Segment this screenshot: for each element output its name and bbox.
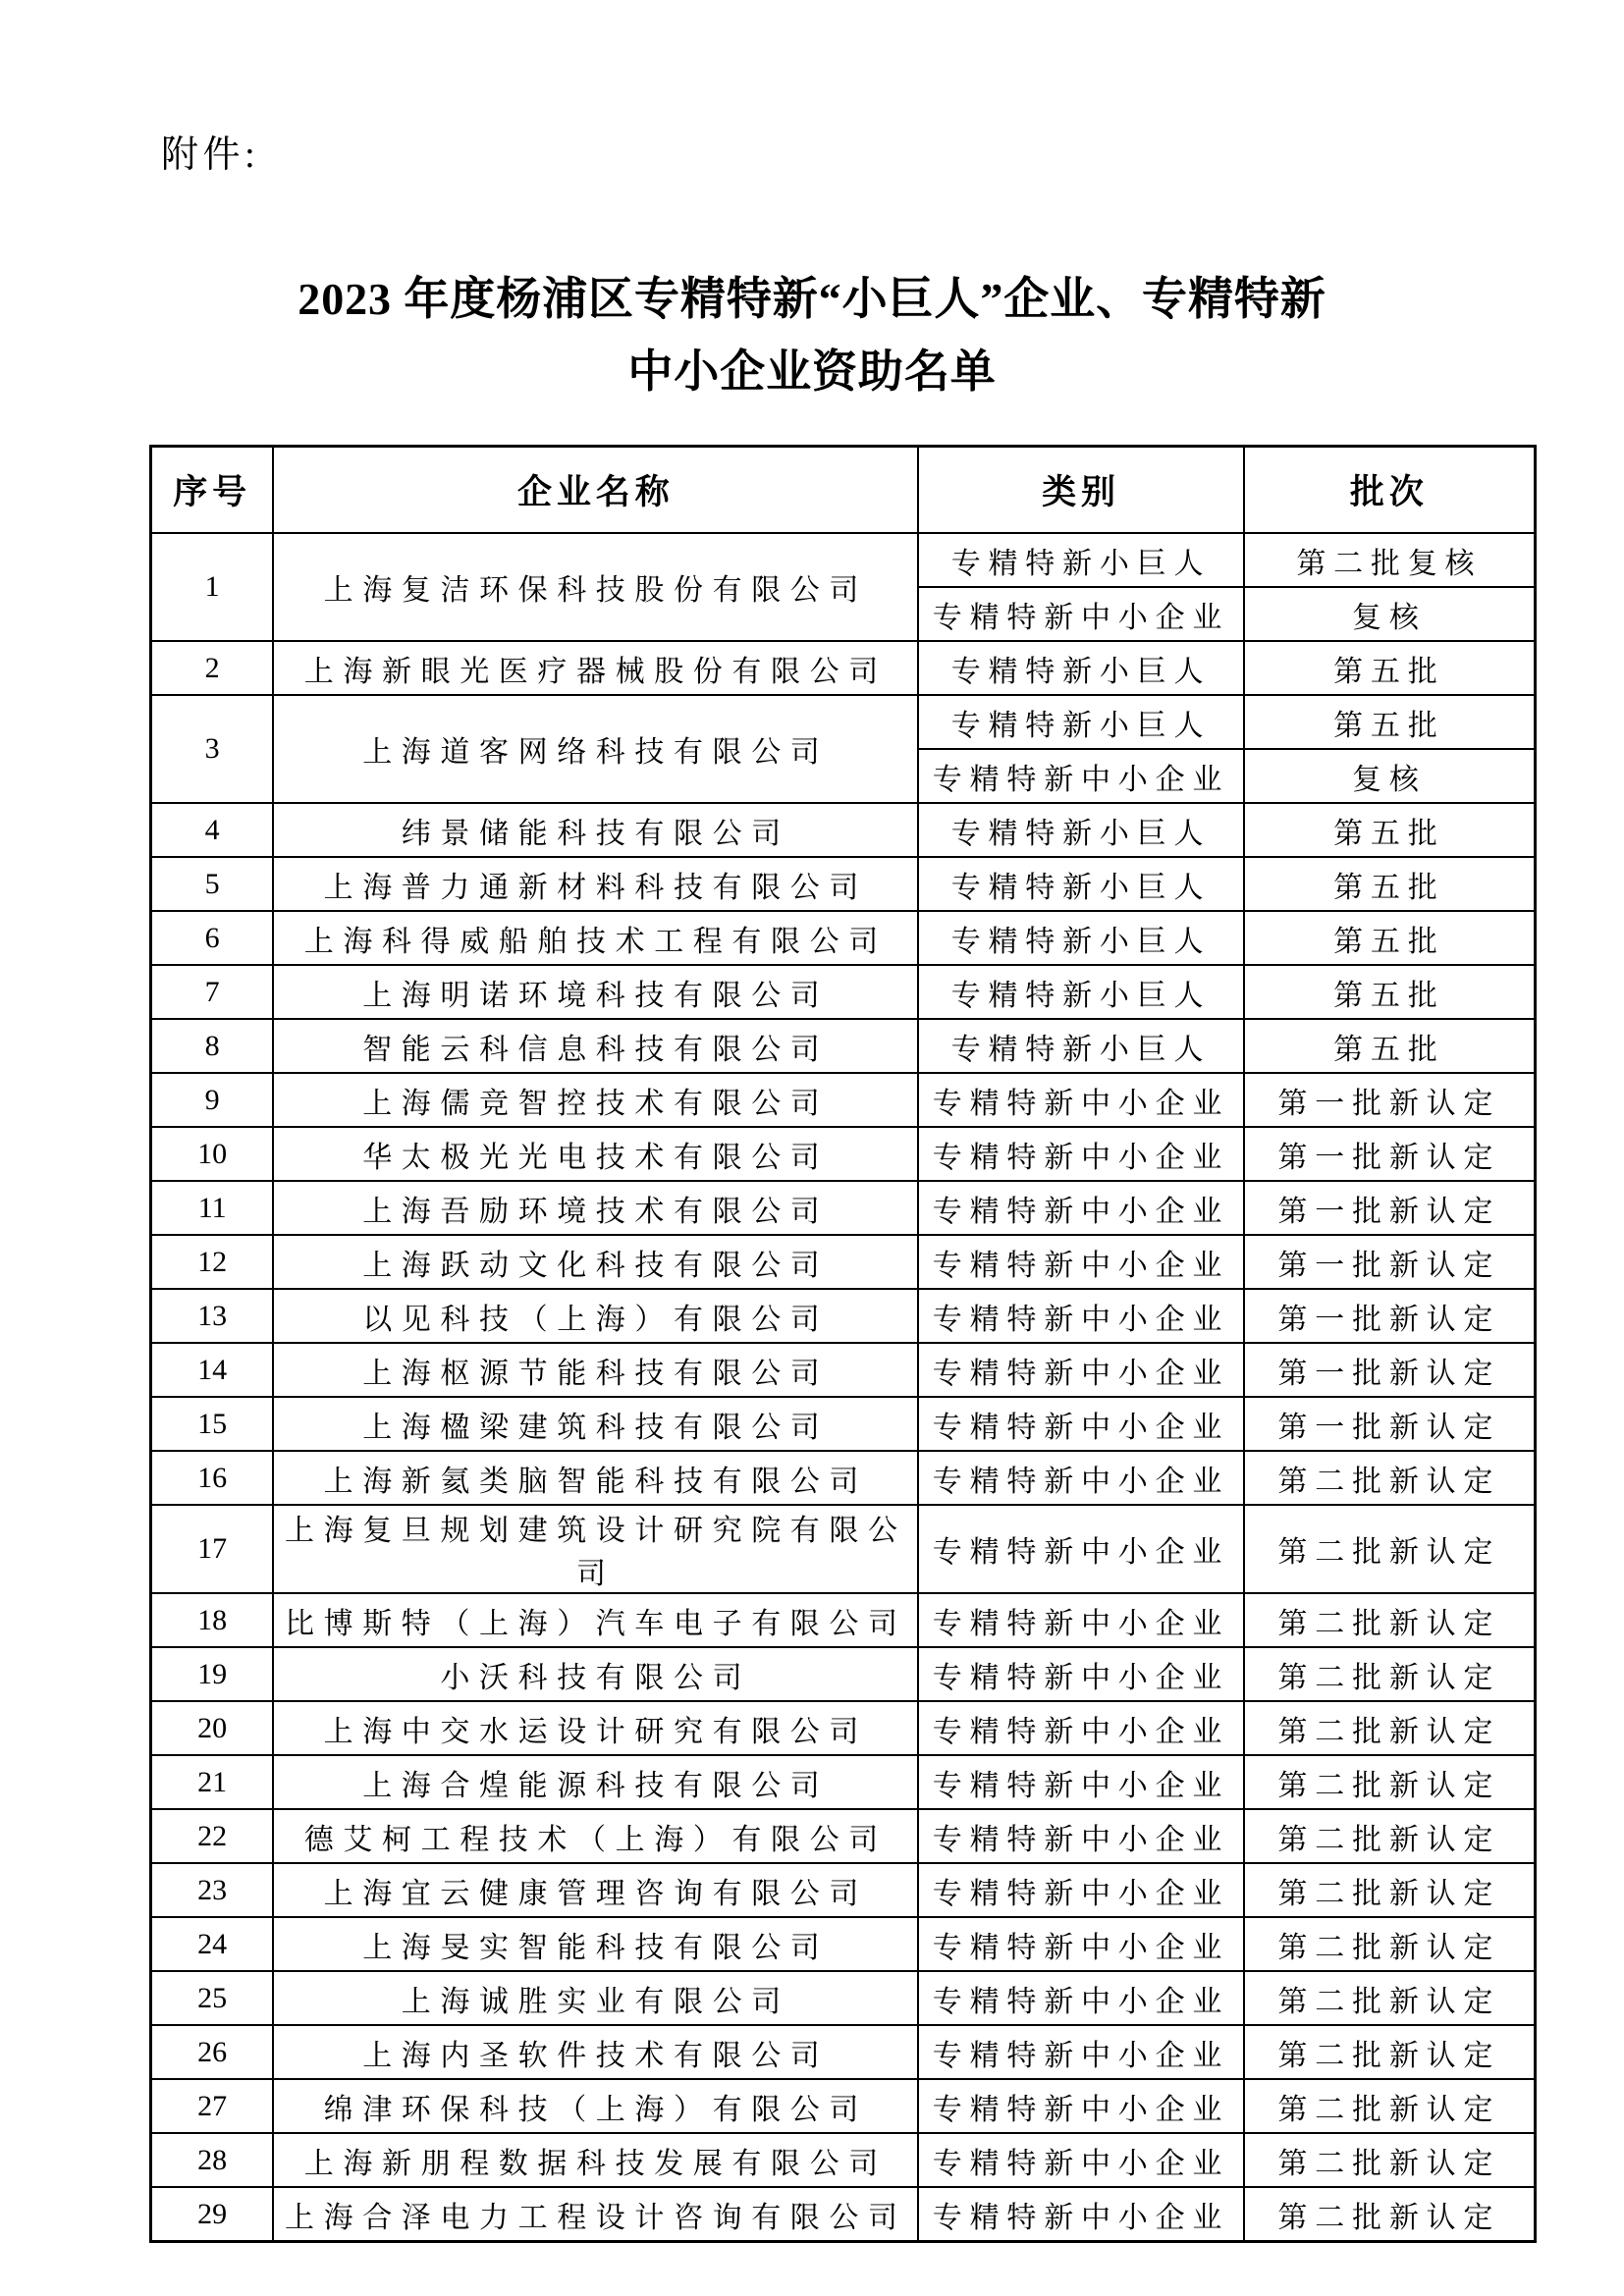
category-cell: 专精特新小巨人	[918, 641, 1243, 695]
serial-number-cell: 5	[151, 857, 274, 911]
company-name-cell: 上海宜云健康管理咨询有限公司	[273, 1863, 918, 1917]
table-row	[151, 2187, 1536, 2242]
table-row	[151, 1917, 1536, 1971]
table-row	[151, 1451, 1536, 1505]
page-title	[0, 263, 1624, 408]
header-category: 类别	[918, 447, 1243, 534]
serial-number-cell: 26	[151, 2025, 274, 2079]
batch-cell: 第一批新认定	[1244, 1289, 1536, 1343]
table-row	[151, 1289, 1536, 1343]
company-name-cell: 上海跃动文化科技有限公司	[273, 1235, 918, 1289]
category-cell: 专精特新中小企业	[918, 1917, 1243, 1971]
serial-number-cell: 17	[151, 1505, 274, 1593]
serial-number-cell: 16	[151, 1451, 274, 1505]
category-cell: 专精特新小巨人	[918, 533, 1243, 587]
serial-number-cell: 6	[151, 911, 274, 965]
company-name-cell: 上海内圣软件技术有限公司	[273, 2025, 918, 2079]
attachment-label: 附件:	[161, 134, 260, 176]
batch-cell: 第五批	[1244, 965, 1536, 1019]
company-name-cell: 上海复旦规划建筑设计研究院有限公司	[273, 1505, 918, 1593]
company-name-cell: 上海普力通新材料科技有限公司	[273, 857, 918, 911]
batch-cell: 第五批	[1244, 641, 1536, 695]
company-name-cell: 绵津环保科技（上海）有限公司	[273, 2079, 918, 2133]
table-row	[151, 803, 1536, 857]
batch-cell: 第二批新认定	[1244, 1755, 1536, 1809]
table-row	[151, 1505, 1536, 1593]
category-cell: 专精特新中小企业	[918, 1127, 1243, 1181]
category-cell: 专精特新中小企业	[918, 1701, 1243, 1755]
serial-number-cell: 22	[151, 1809, 274, 1863]
serial-number-cell: 7	[151, 965, 274, 1019]
category-cell: 专精特新中小企业	[918, 2079, 1243, 2133]
table-row	[151, 1701, 1536, 1755]
batch-cell: 第五批	[1244, 1019, 1536, 1073]
table-row	[151, 1019, 1536, 1073]
serial-number-cell: 8	[151, 1019, 274, 1073]
category-cell: 专精特新中小企业	[918, 1647, 1243, 1701]
table-row	[151, 533, 1536, 587]
category-cell: 专精特新中小企业	[918, 2187, 1243, 2242]
company-name-cell: 上海新朋程数据科技发展有限公司	[273, 2133, 918, 2187]
category-cell: 专精特新中小企业	[918, 1181, 1243, 1235]
serial-number-cell: 25	[151, 1971, 274, 2025]
table-row	[151, 2025, 1536, 2079]
batch-cell: 第二批新认定	[1244, 1505, 1536, 1593]
header-batch: 批次	[1244, 447, 1536, 534]
table-row	[151, 1971, 1536, 2025]
batch-cell: 第一批新认定	[1244, 1127, 1536, 1181]
serial-number-cell: 29	[151, 2187, 274, 2242]
category-cell: 专精特新小巨人	[918, 1019, 1243, 1073]
serial-number-cell: 4	[151, 803, 274, 857]
company-name-cell: 上海明诺环境科技有限公司	[273, 965, 918, 1019]
table-row	[151, 965, 1536, 1019]
company-name-cell: 上海吾励环境技术有限公司	[273, 1181, 918, 1235]
company-name-cell: 比博斯特（上海）汽车电子有限公司	[273, 1593, 918, 1647]
table-row	[151, 911, 1536, 965]
batch-cell: 第一批新认定	[1244, 1235, 1536, 1289]
company-name-cell: 上海合煌能源科技有限公司	[273, 1755, 918, 1809]
batch-cell: 复核	[1244, 749, 1536, 803]
batch-cell: 第二批新认定	[1244, 2079, 1536, 2133]
table-row	[151, 1593, 1536, 1647]
serial-number-cell: 18	[151, 1593, 274, 1647]
batch-cell: 第二批新认定	[1244, 1593, 1536, 1647]
category-cell: 专精特新中小企业	[918, 2025, 1243, 2079]
serial-number-cell: 12	[151, 1235, 274, 1289]
table-row	[151, 1343, 1536, 1397]
serial-number-cell: 15	[151, 1397, 274, 1451]
table-header-row	[151, 447, 1536, 534]
table-row	[151, 2079, 1536, 2133]
company-name-cell: 上海新眼光医疗器械股份有限公司	[273, 641, 918, 695]
category-cell: 专精特新中小企业	[918, 749, 1243, 803]
table-row	[151, 2133, 1536, 2187]
batch-cell: 第五批	[1244, 857, 1536, 911]
category-cell: 专精特新中小企业	[918, 1289, 1243, 1343]
serial-number-cell: 20	[151, 1701, 274, 1755]
serial-number-cell: 27	[151, 2079, 274, 2133]
company-name-cell: 上海楹梁建筑科技有限公司	[273, 1397, 918, 1451]
batch-cell: 第一批新认定	[1244, 1397, 1536, 1451]
company-name-cell: 上海道客网络科技有限公司	[273, 695, 918, 803]
table-row	[151, 695, 1536, 749]
category-cell: 专精特新小巨人	[918, 857, 1243, 911]
table-row	[151, 1755, 1536, 1809]
serial-number-cell: 9	[151, 1073, 274, 1127]
batch-cell: 第一批新认定	[1244, 1181, 1536, 1235]
serial-number-cell: 28	[151, 2133, 274, 2187]
category-cell: 专精特新中小企业	[918, 1235, 1243, 1289]
batch-cell: 第二批新认定	[1244, 1701, 1536, 1755]
table-row	[151, 1647, 1536, 1701]
serial-number-cell: 2	[151, 641, 274, 695]
table-row	[151, 1863, 1536, 1917]
table-row	[151, 641, 1536, 695]
category-cell: 专精特新中小企业	[918, 1343, 1243, 1397]
category-cell: 专精特新小巨人	[918, 695, 1243, 749]
table-row	[151, 1397, 1536, 1451]
table-row	[151, 1809, 1536, 1863]
category-cell: 专精特新中小企业	[918, 1593, 1243, 1647]
table-row	[151, 1127, 1536, 1181]
batch-cell: 第二批新认定	[1244, 2187, 1536, 2242]
serial-number-cell: 23	[151, 1863, 274, 1917]
company-name-cell: 上海科得威船舶技术工程有限公司	[273, 911, 918, 965]
category-cell: 专精特新小巨人	[918, 911, 1243, 965]
category-cell: 专精特新中小企业	[918, 2133, 1243, 2187]
category-cell: 专精特新中小企业	[918, 1971, 1243, 2025]
batch-cell: 第二批新认定	[1244, 1863, 1536, 1917]
company-name-cell: 上海诚胜实业有限公司	[273, 1971, 918, 2025]
header-serial-number: 序号	[151, 447, 274, 534]
category-cell: 专精特新小巨人	[918, 965, 1243, 1019]
table-row	[151, 857, 1536, 911]
batch-cell: 第二批新认定	[1244, 1971, 1536, 2025]
table-body	[151, 533, 1536, 2242]
category-cell: 专精特新中小企业	[918, 1397, 1243, 1451]
company-name-cell: 上海中交水运设计研究有限公司	[273, 1701, 918, 1755]
company-name-cell: 纬景储能科技有限公司	[273, 803, 918, 857]
page-title-line1: 2023 年度杨浦区专精特新“小巨人”企业、专精特新	[298, 274, 1326, 324]
batch-cell: 第五批	[1244, 695, 1536, 749]
category-cell: 专精特新中小企业	[918, 1451, 1243, 1505]
batch-cell: 第五批	[1244, 803, 1536, 857]
table-row	[151, 1181, 1536, 1235]
table-row	[151, 1235, 1536, 1289]
batch-cell: 第二批新认定	[1244, 1451, 1536, 1505]
serial-number-cell: 19	[151, 1647, 274, 1701]
serial-number-cell: 24	[151, 1917, 274, 1971]
company-name-cell: 以见科技（上海）有限公司	[273, 1289, 918, 1343]
serial-number-cell: 10	[151, 1127, 274, 1181]
company-name-cell: 小沃科技有限公司	[273, 1647, 918, 1701]
company-name-cell: 上海合泽电力工程设计咨询有限公司	[273, 2187, 918, 2242]
company-name-cell: 上海枢源节能科技有限公司	[273, 1343, 918, 1397]
company-name-cell: 上海旻实智能科技有限公司	[273, 1917, 918, 1971]
category-cell: 专精特新小巨人	[918, 803, 1243, 857]
serial-number-cell: 14	[151, 1343, 274, 1397]
header-company-name: 企业名称	[273, 447, 918, 534]
batch-cell: 第二批复核	[1244, 533, 1536, 587]
table-row	[151, 1073, 1536, 1127]
category-cell: 专精特新中小企业	[918, 587, 1243, 641]
page-title-line2: 中小企业资助名单	[627, 347, 997, 397]
category-cell: 专精特新中小企业	[918, 1755, 1243, 1809]
batch-cell: 第二批新认定	[1244, 1647, 1536, 1701]
batch-cell: 第二批新认定	[1244, 1917, 1536, 1971]
company-name-cell: 德艾柯工程技术（上海）有限公司	[273, 1809, 918, 1863]
batch-cell: 第五批	[1244, 911, 1536, 965]
category-cell: 专精特新中小企业	[918, 1809, 1243, 1863]
company-name-cell: 上海儒竞智控技术有限公司	[273, 1073, 918, 1127]
batch-cell: 第二批新认定	[1244, 1809, 1536, 1863]
company-name-cell: 上海新氦类脑智能科技有限公司	[273, 1451, 918, 1505]
batch-cell: 复核	[1244, 587, 1536, 641]
serial-number-cell: 21	[151, 1755, 274, 1809]
category-cell: 专精特新中小企业	[918, 1863, 1243, 1917]
company-table	[149, 445, 1537, 2243]
serial-number-cell: 3	[151, 695, 274, 803]
batch-cell: 第二批新认定	[1244, 2133, 1536, 2187]
serial-number-cell: 1	[151, 533, 274, 641]
batch-cell: 第一批新认定	[1244, 1073, 1536, 1127]
batch-cell: 第一批新认定	[1244, 1343, 1536, 1397]
batch-cell: 第二批新认定	[1244, 2025, 1536, 2079]
company-name-cell: 上海复洁环保科技股份有限公司	[273, 533, 918, 641]
category-cell: 专精特新中小企业	[918, 1073, 1243, 1127]
serial-number-cell: 13	[151, 1289, 274, 1343]
company-name-cell: 智能云科信息科技有限公司	[273, 1019, 918, 1073]
serial-number-cell: 11	[151, 1181, 274, 1235]
category-cell: 专精特新中小企业	[918, 1505, 1243, 1593]
company-name-cell: 华太极光光电技术有限公司	[273, 1127, 918, 1181]
